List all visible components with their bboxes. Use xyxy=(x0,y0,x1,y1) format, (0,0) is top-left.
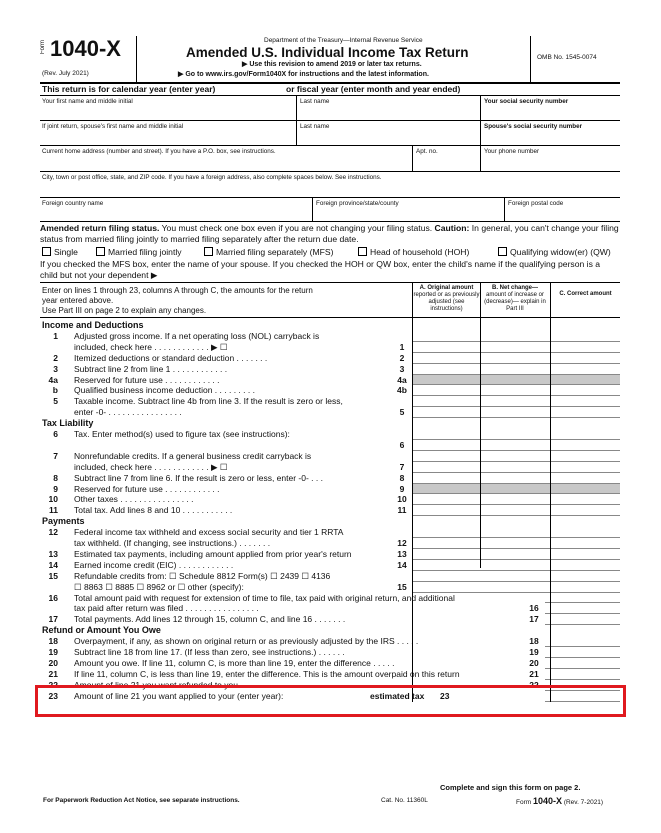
line-text: Subtract line 18 from line 17. (If less than zero, see instructions.) . . . . . . xyxy=(74,647,345,657)
shaded-cell xyxy=(413,375,620,385)
line-number: 10 xyxy=(48,494,58,505)
line-items-grid xyxy=(40,318,620,702)
form-title: Amended U.S. Individual Income Tax Return xyxy=(186,45,469,60)
line-number: 18 xyxy=(48,636,58,647)
line-number: 7 xyxy=(53,450,58,461)
ssn-field[interactable]: Your social security number xyxy=(484,98,569,105)
website-instruction: ▶ Go to www.irs.gov/Form1040X for instructions and the latest information. xyxy=(178,71,429,78)
line-box-17[interactable]: 17 xyxy=(529,614,539,625)
foreign-address-row xyxy=(40,198,620,222)
column-b-header: B. Net change— amount of increase or (decrease)— explain in Part III xyxy=(484,285,546,312)
checkbox-icon[interactable] xyxy=(204,247,213,256)
omb-number: OMB No. 1545-0074 xyxy=(537,54,597,61)
line-text: Adjusted gross income. If a net operating loss (NOL) carryback is xyxy=(74,330,320,341)
line-number: 3 xyxy=(53,363,58,374)
line-number: 13 xyxy=(48,548,58,559)
line-box-14[interactable]: 14 xyxy=(397,559,407,570)
line-box-8[interactable]: 8 xyxy=(399,472,405,483)
line-number: 8 xyxy=(53,472,58,483)
fiscal-year-label[interactable]: or fiscal year (enter month and year ended) xyxy=(286,84,461,94)
line-number: 4a xyxy=(48,374,58,385)
column-header-row xyxy=(40,283,620,318)
line-box-3[interactable]: 3 xyxy=(399,363,405,374)
line-number: 23 xyxy=(48,690,58,701)
spouse-row xyxy=(40,121,620,146)
filing-status-hoh[interactable]: Head of household (HOH) xyxy=(358,247,469,257)
paperwork-notice: For Paperwork Reduction Act Notice, see separate instructions. xyxy=(43,797,240,804)
line-text: Federal income tax withheld and excess social security and tier 1 RRTA xyxy=(74,527,344,538)
line-text: included, check here . . . . . . . . . . . . ▶ ☐ xyxy=(74,341,228,352)
line-number: 9 xyxy=(53,483,58,494)
line-box-20[interactable]: 20 xyxy=(529,657,539,668)
line-number: 20 xyxy=(48,657,58,668)
line-box-23[interactable]: 23 xyxy=(440,690,450,701)
checkbox-icon[interactable] xyxy=(498,247,507,256)
spouse-last-name-field[interactable]: Last name xyxy=(300,123,330,130)
mfs-spouse-note[interactable]: If you checked the MFS box, enter the name of your spouse. If you checked the HOH or QW box, enter the child's name if the qualifying person is a child but not your dependent ▶ xyxy=(40,259,620,283)
section-heading-tax: Tax Liability xyxy=(42,418,94,429)
line-text: Taxable income. Subtract line 4b from line 3. If the result is zero or less, xyxy=(74,396,343,407)
calendar-year-label[interactable]: This return is for calendar year (enter year) xyxy=(42,84,216,94)
filing-status-mfj[interactable]: Married filing jointly xyxy=(96,247,182,257)
line-text: Itemized deductions or standard deduction . . . . . . . xyxy=(74,352,268,363)
filing-status-mfs[interactable]: Married filing separately (MFS) xyxy=(204,247,333,257)
line-text: If line 11, column C, is less than line 19, enter the difference. This is the amount overpaid on this return xyxy=(74,668,460,679)
line-text: Overpayment, if any, as shown on original return or as previously adjusted by the IRS . . . . . xyxy=(74,636,419,647)
line-box-2[interactable]: 2 xyxy=(399,352,405,363)
column-c-header: C. Correct amount xyxy=(559,291,612,297)
line-number: 5 xyxy=(53,396,58,407)
line-box-19[interactable]: 19 xyxy=(529,647,539,657)
line-box-4a[interactable]: 4a xyxy=(397,374,407,385)
line-box-9[interactable]: 9 xyxy=(399,483,405,494)
line-text: Subtract line 2 from line 1 . . . . . . . . . . . . xyxy=(74,363,228,374)
form-number: 1040-X xyxy=(50,36,121,61)
line-box-11[interactable]: 11 xyxy=(397,505,407,516)
line-number: 1 xyxy=(53,330,58,341)
form-revision: (Rev. July 2021) xyxy=(42,70,89,77)
line-box-10[interactable]: 10 xyxy=(397,494,407,505)
checkbox-icon[interactable] xyxy=(42,247,51,256)
phone-number-field[interactable]: Your phone number xyxy=(484,148,540,155)
line-box-18[interactable]: 18 xyxy=(529,636,539,647)
shaded-cell xyxy=(413,484,620,494)
spouse-ssn-field[interactable]: Spouse's social security number xyxy=(484,123,583,130)
complete-sign-note: Complete and sign this form on page 2. xyxy=(440,783,581,792)
line-text: Nonrefundable credits. If a general business credit carryback is xyxy=(74,450,312,461)
foreign-country-field[interactable]: Foreign country name xyxy=(42,200,104,207)
city-state-zip-field[interactable]: City, town or post office, state, and ZIP code. If you have a foreign address, also complete spaces below. See instructions. xyxy=(42,174,382,181)
checkbox-icon[interactable] xyxy=(358,247,367,256)
line-number: 17 xyxy=(48,614,58,625)
line-number: 16 xyxy=(48,592,58,603)
section-heading-refund: Refund or Amount You Owe xyxy=(42,625,161,636)
line-box-1[interactable]: 1 xyxy=(399,341,405,352)
line-text: enter -0- . . . . . . . . . . . . . . . . xyxy=(74,407,182,418)
line-text: Amount you owe. If line 11, column C, is more than line 19, enter the difference . . . . . xyxy=(74,657,395,668)
filing-status-qw[interactable]: Qualifying widow(er) (QW) xyxy=(498,247,611,257)
line-number: b xyxy=(52,385,58,396)
form-header xyxy=(40,36,620,84)
address-row xyxy=(40,146,620,172)
city-row xyxy=(40,172,620,198)
line-box-5[interactable]: 5 xyxy=(399,407,405,418)
line-text: Refundable credits from: ☐ Schedule 8812 Form(s) ☐ 2439 ☐ 4136 xyxy=(74,570,331,581)
section-heading-income: Income and Deductions xyxy=(42,320,144,330)
last-name-field[interactable]: Last name xyxy=(300,98,330,105)
line-text: included, check here . . . . . . . . . . . . ▶ ☐ xyxy=(74,461,228,472)
line-box-21[interactable]: 21 xyxy=(529,668,539,679)
line-number: 14 xyxy=(48,559,58,570)
foreign-province-field[interactable]: Foreign province/state/county xyxy=(316,200,399,207)
line-number: 12 xyxy=(48,527,58,538)
line-box-16[interactable]: 16 xyxy=(529,603,539,614)
line-text: Qualified business income deduction . . . . . . . . . xyxy=(74,385,255,396)
foreign-postal-code-field[interactable]: Foreign postal code xyxy=(508,200,564,207)
line-text: Reserved for future use . . . . . . . . . . . . xyxy=(74,374,220,385)
revision-instruction: ▶ Use this revision to amend 2019 or later tax returns. xyxy=(242,61,422,68)
filing-status-instructions: Amended return filing status. You must check one box even if you are not changing your filing status. Caution: In general, you can't change your filing status from married filing jointly to married filing separately after the return due date. xyxy=(40,223,619,244)
line-text: Total amount paid with request for extension of time to file, tax paid with original return, and additional xyxy=(74,592,455,603)
apt-number-field[interactable]: Apt. no. xyxy=(416,148,438,155)
filing-status-options xyxy=(40,245,620,259)
estimated-tax-label: estimated tax xyxy=(370,690,425,701)
checkbox-icon[interactable] xyxy=(96,247,105,256)
line-text: Estimated tax payments, including amount applied from prior year's return xyxy=(74,548,352,559)
tax-year-row xyxy=(40,84,620,96)
line-box-13[interactable]: 13 xyxy=(397,548,407,559)
line-text: Reserved for future use . . . . . . . . . . . . xyxy=(74,483,220,494)
line-text: Earned income credit (EIC) . . . . . . . . . . . . xyxy=(74,559,234,570)
column-intro: Enter on lines 1 through 23, columns A through C, the amounts for the return year entered above. Use Part III on page 2 to explain any changes. xyxy=(42,286,313,315)
line-box-12[interactable]: 12 xyxy=(397,538,407,548)
line-text: Subtract line 7 from line 6. If the result is zero or less, enter -0- . . . xyxy=(74,472,323,483)
footer-form-id: Form 1040-X (Rev. 7-2021) xyxy=(516,796,604,806)
line-text: Total payments. Add lines 12 through 15, column C, and line 16 . . . . . . . xyxy=(74,614,346,625)
line-number: 19 xyxy=(48,647,58,657)
line-text: ☐ 8863 ☐ 8885 ☐ 8962 or ☐ other (specify): xyxy=(74,581,244,592)
first-name-field[interactable]: Your first name and middle initial xyxy=(42,98,133,105)
line-text: Total tax. Add lines 8 and 10 . . . . . . . . . . . xyxy=(74,505,233,516)
filing-status-single[interactable]: Single xyxy=(42,247,78,257)
department-line: Department of the Treasury—Internal Revenue Service xyxy=(264,37,423,44)
line-number: 6 xyxy=(53,429,58,439)
name-row xyxy=(40,96,620,121)
line-text: Tax. Enter method(s) used to figure tax (see instructions): xyxy=(74,429,290,439)
line-text: tax paid after return was filed . . . . . . . . . . . . . . . . xyxy=(74,603,259,614)
line-box-6[interactable]: 6 xyxy=(399,439,405,450)
line-number: 15 xyxy=(48,570,58,581)
line-number: 11 xyxy=(49,505,58,516)
line-number: 21 xyxy=(48,668,58,679)
line-text: Other taxes . . . . . . . . . . . . . . . . xyxy=(74,494,194,505)
line-box-22[interactable]: 22 xyxy=(529,679,539,690)
line-box-4b[interactable]: 4b xyxy=(397,385,407,396)
home-address-field[interactable]: Current home address (number and street). If you have a P.O. box, see instructions. xyxy=(42,148,276,155)
section-heading-payments: Payments xyxy=(42,516,85,527)
line-text: Amount of line 21 you want applied to your (enter year): xyxy=(74,690,284,701)
column-a-header: A. Original amount reported or as previously adjusted (see instructions) xyxy=(413,285,480,312)
catalog-number: Cat. No. 11360L xyxy=(381,797,428,804)
line-number: 22 xyxy=(48,679,58,690)
highlight-box-refund-section xyxy=(35,685,626,717)
spouse-first-name-field[interactable]: If joint return, spouse's first name and middle initial xyxy=(42,123,184,130)
line-text: Amount of line 21 you want refunded to you . . . . . . . . . . . . xyxy=(74,679,295,690)
line-box-7[interactable]: 7 xyxy=(399,461,405,472)
line-number: 2 xyxy=(53,352,58,363)
line-text: tax withheld. (If changing, see instructions.) . . . . . . . xyxy=(74,538,271,548)
line-box-15[interactable]: 15 xyxy=(397,581,407,592)
form-word: Form xyxy=(40,40,46,54)
